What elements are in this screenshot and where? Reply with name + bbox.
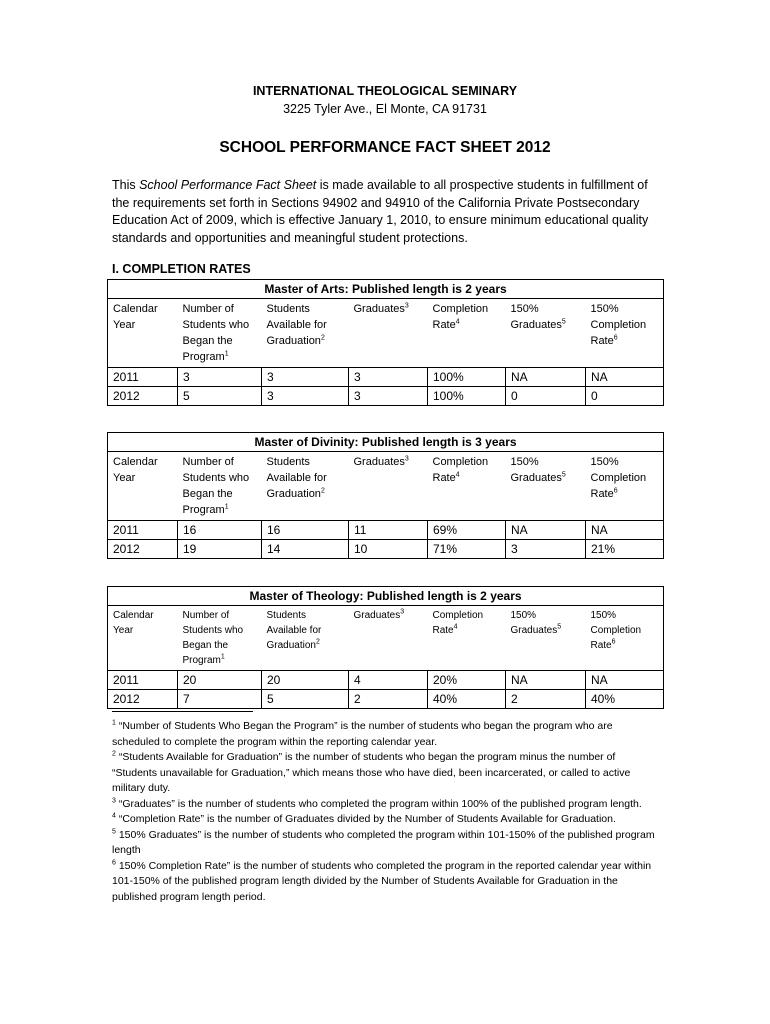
col-header-began: Number of Students who Began the Program$^1$ (178, 299, 262, 368)
footnote-text: 150% Graduates” is the number of students who completed the program within 101-150% of the published program length (112, 828, 655, 856)
completion-table-master-of-arts (107, 279, 664, 406)
document-title: SCHOOL PERFORMANCE FACT SHEET 2012 (219, 139, 551, 156)
cell-began: 5 (178, 387, 262, 406)
col-header-label: Number of Students who Began the Program (182, 456, 250, 516)
cell-year: 2012 (108, 690, 178, 709)
col-header-label: Number of Students who Began the Program (182, 610, 244, 666)
table-row (108, 540, 664, 559)
col-header-label: Students Available for Graduation (266, 456, 327, 500)
section-heading: I. COMPLETION RATES (112, 262, 251, 276)
col-header-label: Students Available for Graduation (266, 303, 327, 347)
footnote-number: 1 (112, 719, 116, 727)
footnotes (112, 719, 660, 905)
cell-graduates: 11 (349, 521, 428, 540)
footnote (112, 797, 660, 813)
cell-year: 2011 (108, 368, 178, 387)
col-header-completion-rate: Completion Rate$^4$ (428, 606, 506, 671)
col-header-graduates: Graduates$^3$ (349, 606, 428, 671)
col-header-label: Completion Rate (432, 610, 484, 636)
cell-completion-rate: 71% (428, 540, 506, 559)
col-header-began: Number of Students who Began the Program$^1$ (178, 606, 262, 671)
cell-graduates: 3 (349, 368, 428, 387)
cell-year: 2012 (108, 387, 178, 406)
col-header-available: Students Available for Graduation$^2$ (262, 299, 349, 368)
col-header-available: Students Available for Graduation$^2$ (262, 452, 349, 521)
footnote-number: 6 (112, 859, 116, 866)
col-header-label: 150% Graduates (510, 303, 562, 331)
cell-year: 2011 (108, 671, 178, 690)
cell-began: 7 (178, 690, 262, 709)
col-header-label: Number of Students who Began the Program (182, 303, 250, 363)
intro-text-pre: This (112, 178, 140, 192)
cell-available: 14 (262, 540, 349, 559)
cell-completion-rate: 40% (428, 690, 506, 709)
footnote-number: 5 (112, 828, 116, 835)
footnote (112, 828, 660, 859)
table-row (108, 368, 664, 387)
table-title: Master of Divinity: Published length is 3 years (108, 433, 664, 452)
footnote (112, 812, 660, 828)
cell-150-graduates: NA (506, 671, 586, 690)
col-header-completion-rate: Completion Rate$^4$ (428, 299, 506, 368)
col-header-graduates: Graduates$^3$ (349, 452, 428, 521)
intro-text-post: is made available to all prospective students in fulfillment of the requirements set forth in Sections 94902 and 94910 of the California Private Postsecondary Education Act of 2009, which is effective January 1, 2010, to ensure minimum educational quality standards and opportunities and meaningful student protections. (112, 178, 649, 245)
table-title: Master of Theology: Published length is 2 years (108, 587, 664, 606)
col-header-label: 150% Graduates (510, 610, 558, 636)
col-header-150-completion-rate: 150% Completion Rate$^6$ (586, 299, 664, 368)
cell-150-completion-rate: NA (586, 671, 664, 690)
col-header-began: Number of Students who Began the Program$^1$ (178, 452, 262, 521)
organization-address: 3225 Tyler Ave., El Monte, CA 91731 (283, 102, 487, 116)
col-header-label: 150% Graduates (510, 456, 562, 484)
cell-150-graduates: NA (506, 368, 586, 387)
col-header-label: 150% Completion Rate (590, 456, 647, 500)
col-header-calendar-year: Calendar Year (108, 452, 178, 521)
footnote (112, 859, 660, 906)
cell-150-completion-rate: 40% (586, 690, 664, 709)
cell-150-graduates: 3 (506, 540, 586, 559)
footnote-number: 2 (112, 750, 116, 758)
cell-began: 16 (178, 521, 262, 540)
table-row (108, 387, 664, 406)
footnote-text: 150% Completion Rate” is the number of students who completed the program in the reported calendar year within 101-150% of the published program length divided by the Number of Students Available for Graduation in the published program length period. (112, 859, 652, 903)
table-row (108, 521, 664, 540)
col-header-calendar-year: Calendar Year (108, 606, 178, 671)
cell-graduates: 3 (349, 387, 428, 406)
footnote-text: “Completion Rate” is the number of Graduates divided by the Number of Students Available for Graduation. (115, 813, 616, 825)
cell-available: 3 (262, 368, 349, 387)
col-header-150-graduates: 150% Graduates$^5$ (506, 606, 586, 671)
intro-text-italic: School Performance Fact Sheet (139, 178, 317, 192)
cell-available: 16 (262, 521, 349, 540)
cell-150-graduates: NA (506, 521, 586, 540)
col-header-label: Students Available for Graduation (266, 610, 322, 651)
cell-150-completion-rate: NA (586, 521, 664, 540)
col-header-label: Completion Rate (432, 303, 489, 331)
cell-available: 20 (262, 671, 349, 690)
col-header-label: Completion Rate (432, 456, 489, 484)
organization-name: INTERNATIONAL THEOLOGICAL SEMINARY (252, 84, 518, 98)
cell-year: 2012 (108, 540, 178, 559)
footnote-divider (112, 711, 253, 712)
cell-began: 19 (178, 540, 262, 559)
footnote-text: “Students Available for Graduation” is the number of students who began the program minus the number of “Students unavailable for Graduation,” which means those who have died, been incarcerated, or called to active military duty. (112, 751, 631, 794)
col-header-graduates: Graduates$^3$ (349, 299, 428, 368)
col-header-label: Graduates (353, 456, 405, 468)
footnote (112, 719, 660, 750)
cell-150-completion-rate: 0 (586, 387, 664, 406)
col-header-150-completion-rate: 150% Completion Rate$^6$ (586, 452, 664, 521)
footnote-number: 3 (112, 797, 116, 804)
cell-150-graduates: 0 (506, 387, 586, 406)
completion-table-master-of-divinity (107, 432, 664, 559)
col-header-available: Students Available for Graduation$^2$ (262, 606, 349, 671)
cell-year: 2011 (108, 521, 178, 540)
table-row (108, 690, 664, 709)
footnote-text: “Graduates” is the number of students who completed the program within 100% of the published program length. (115, 797, 642, 810)
cell-began: 20 (178, 671, 262, 690)
col-header-150-graduates: 150% Graduates$^5$ (506, 452, 586, 521)
cell-150-graduates: 2 (506, 690, 586, 709)
cell-completion-rate: 69% (428, 521, 506, 540)
col-header-calendar-year: Calendar Year (108, 299, 178, 368)
table-title: Master of Arts: Published length is 2 years (108, 280, 664, 299)
cell-150-completion-rate: 21% (586, 540, 664, 559)
cell-150-completion-rate: NA (586, 368, 664, 387)
cell-graduates: 10 (349, 540, 428, 559)
cell-completion-rate: 100% (428, 387, 506, 406)
col-header-label: 150% Completion Rate (590, 610, 642, 651)
footnote-number: 4 (112, 812, 116, 820)
cell-graduates: 4 (349, 671, 428, 690)
col-header-label: Graduates (353, 610, 401, 621)
col-header-label: 150% Completion Rate (590, 303, 647, 347)
col-header-150-completion-rate: 150% Completion Rate$^6$ (586, 606, 664, 671)
cell-graduates: 2 (349, 690, 428, 709)
footnote (112, 750, 660, 797)
col-header-150-graduates: 150% Graduates$^5$ (506, 299, 586, 368)
table-row (108, 671, 664, 690)
cell-began: 3 (178, 368, 262, 387)
col-header-label: Graduates (353, 303, 405, 315)
cell-completion-rate: 100% (428, 368, 506, 387)
cell-available: 3 (262, 387, 349, 406)
completion-table-master-of-theology (107, 586, 664, 709)
cell-completion-rate: 20% (428, 671, 506, 690)
cell-available: 5 (262, 690, 349, 709)
footnote-text: “Number of Students Who Began the Program” is the number of students who began the program who are scheduled to complete the program within the reporting calendar year. (112, 720, 613, 748)
intro-paragraph (112, 177, 660, 247)
col-header-completion-rate: Completion Rate$^4$ (428, 452, 506, 521)
